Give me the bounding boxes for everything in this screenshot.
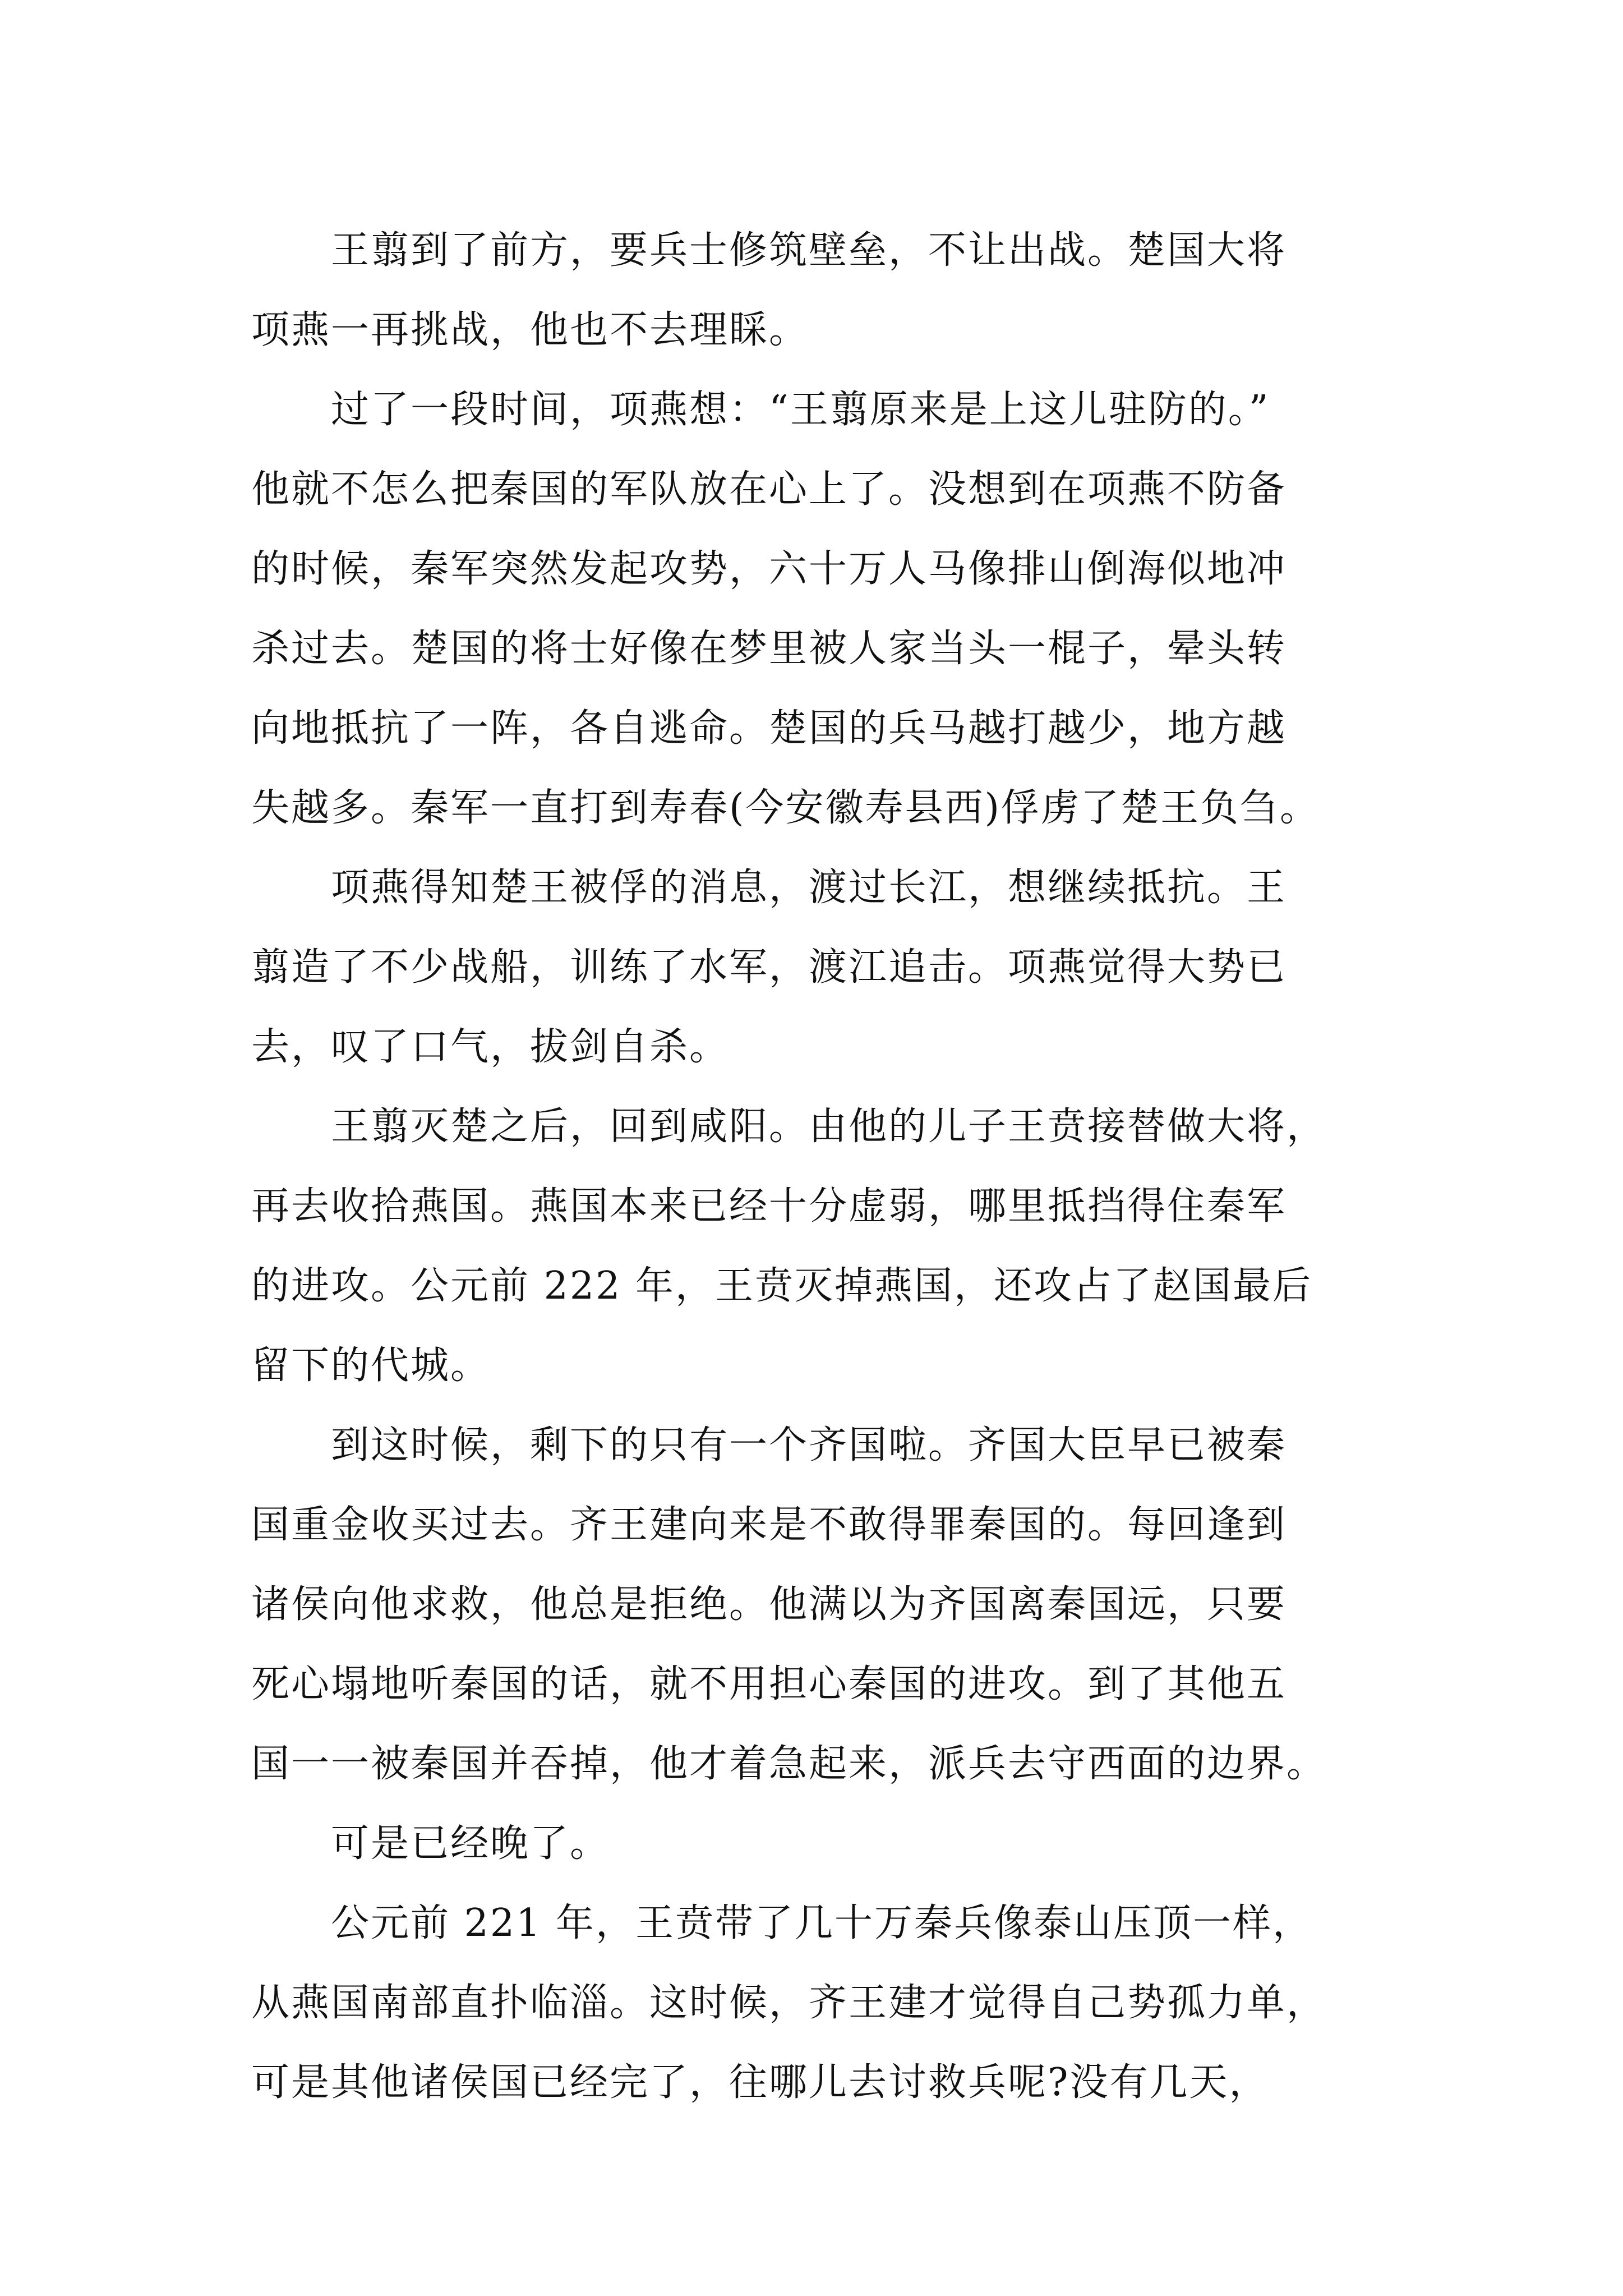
text-line: 国一一被秦国并吞掉，他才着急起来，派兵去守西面的边界。: [251, 1742, 1327, 1786]
text-line: 王翦到了前方，要兵士修筑壁垒，不让出战。楚国大将: [251, 228, 1287, 273]
text-line: 失越多。秦军一直打到寿春(今安徽寿县西)俘虏了楚王负刍。: [251, 786, 1320, 830]
text-line: 的进攻。公元前 222 年，王贲灭掉燕国，还攻占了赵国最后: [251, 1264, 1313, 1308]
text-line: 可是已经晚了。: [251, 1821, 610, 1866]
text-line: 公元前 221 年，王贲带了几十万秦兵像泰山压顶一样，: [251, 1901, 1313, 1945]
body-text: [251, 211, 1373, 2123]
text-line: 他就不怎么把秦国的军队放在心上了。没想到在项燕不防备: [251, 467, 1287, 512]
text-line: 翦造了不少战船，训练了水军，渡江追击。项燕觉得大势已: [251, 945, 1287, 990]
text-line: 再去收拾燕国。燕国本来已经十分虚弱，哪里抵挡得住秦军: [251, 1184, 1287, 1228]
text-line: 国重金收买过去。齐王建向来是不敢得罪秦国的。每回逢到: [251, 1503, 1287, 1547]
text-line: 向地抵抗了一阵，各自逃命。楚国的兵马越打越少，地方越: [251, 706, 1287, 751]
text-line: 杀过去。楚国的将士好像在梦里被人家当头一棍子，晕头转: [251, 627, 1287, 671]
text-line: 诸侯向他求救，他总是拒绝。他满以为齐国离秦国远，只要: [251, 1582, 1287, 1627]
text-line: 王翦灭楚之后，回到咸阳。由他的儿子王贲接替做大将，: [251, 1105, 1327, 1149]
text-line: 到这时候，剩下的只有一个齐国啦。齐国大臣早已被秦: [251, 1423, 1287, 1467]
text-line: 去，叹了口气，拔剑自杀。: [251, 1025, 730, 1069]
text-line: 可是其他诸侯国已经完了，往哪儿去讨救兵呢?没有几天，: [251, 2060, 1269, 2105]
text-line: 的时候，秦军突然发起攻势，六十万人马像排山倒海似地冲: [251, 547, 1287, 591]
text-line: 项燕一再挑战，他也不去理睬。: [251, 308, 809, 352]
text-line: 留下的代城。: [251, 1343, 491, 1388]
text-line: 死心塌地听秦国的话，就不用担心秦国的进攻。到了其他五: [251, 1662, 1287, 1706]
text-line: 过了一段时间，项燕想：“王翦原来是上这儿驻防的。”: [251, 388, 1270, 432]
text-line: 项燕得知楚王被俘的消息，渡过长江，想继续抵抗。王: [251, 866, 1287, 910]
text-line: 从燕国南部直扑临淄。这时候，齐王建才觉得自己势孤力单，: [251, 1981, 1327, 2025]
